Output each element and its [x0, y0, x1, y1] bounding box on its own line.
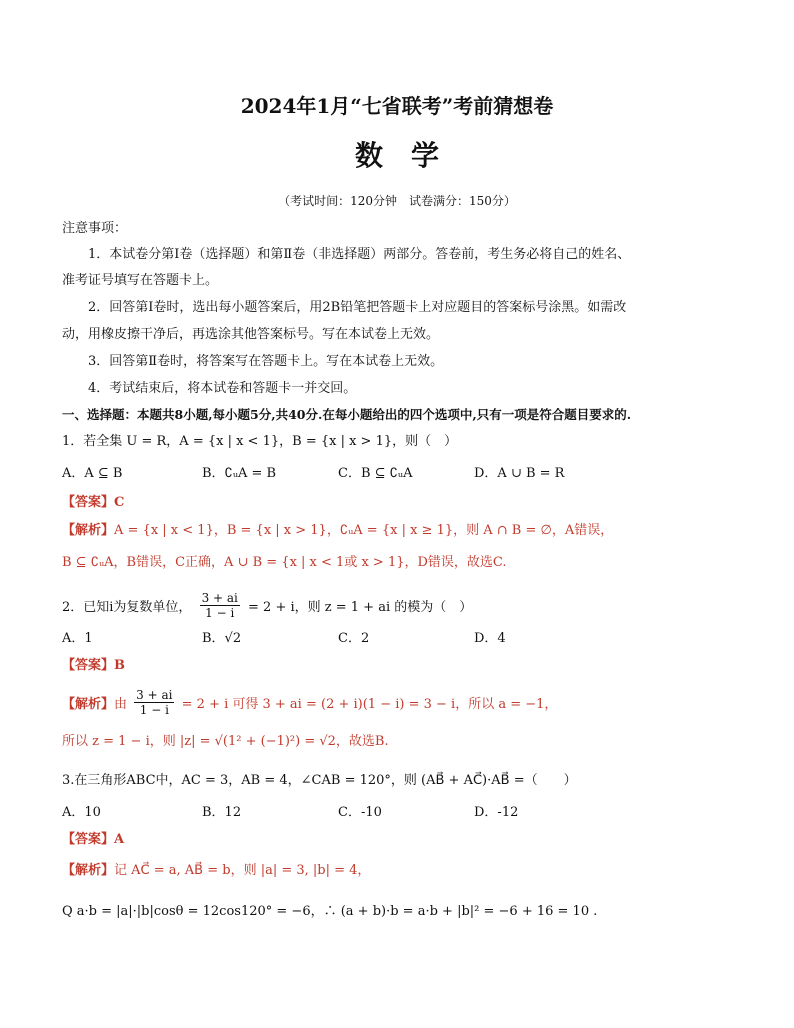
q1-option-d: D．A ∪ B = R: [474, 466, 565, 481]
section-heading: 一、选择题：本题共8小题,每小题5分,共40分.在每小题给出的四个选项中,只有一项是符合题目要求的.: [62, 407, 632, 422]
q1-option-b: B．∁ᵤA = B: [202, 466, 277, 481]
fraction-denominator: 1 − i: [205, 606, 235, 620]
q2-option-c: C．2: [338, 631, 370, 646]
notice-item: 4．考试结束后，将本试卷和答题卡一并交回。: [88, 381, 357, 396]
question-2-stem: [62, 593, 472, 622]
page-title: 2024年1月“七省联考”考前猜想卷: [240, 94, 554, 118]
q2-option-a: A．1: [62, 631, 93, 646]
analysis-tag: 【解析】: [62, 523, 115, 538]
fraction-numerator: 3 + ai: [201, 591, 238, 605]
analysis-text: 记 AC⃗ = a, AB⃗ = b，则 |a| = 3, |b| = 4，: [114, 863, 371, 878]
fraction-denominator: 1 − i: [139, 703, 169, 717]
q3-analysis-line-1: [62, 862, 370, 880]
q1-option-a: A．A ⊆ B: [62, 466, 123, 481]
q1-option-c: C．B ⊆ ∁ᵤA: [338, 466, 413, 481]
exam-meta: （考试时间：120分钟 试卷满分：150分）: [278, 194, 516, 208]
analysis-tag: 【解析】: [62, 863, 115, 878]
answer-value: C: [114, 495, 125, 510]
q2-option-b: B．√2: [202, 631, 242, 646]
notice-heading: 注意事项：: [62, 221, 128, 236]
answer-tag: 【答案】: [62, 658, 115, 673]
q1-analysis-line-1: [62, 522, 613, 540]
answer-tag: 【答案】: [62, 495, 115, 510]
notice-item: 1．本试卷分第Ⅰ卷（选择题）和第Ⅱ卷（非选择题）两部分。答卷前，考生务必将自己的姓名、: [88, 247, 631, 262]
question-1-stem: 1．若全集 U = R，A = {x | x < 1}，B = {x | x > 1}，则（ ）: [62, 434, 458, 449]
notice-item: 动，用橡皮擦干净后，再选涂其他答案标号。写在本试卷上无效。: [62, 327, 440, 342]
fraction: [200, 591, 240, 620]
subject-heading: 数学: [354, 139, 467, 172]
analysis-text: A = {x | x < 1}，B = {x | x > 1}，∁ᵤA = {x | x ≥ 1}，则 A ∩ B = ∅，A错误，: [114, 523, 614, 538]
stem-suffix: = 2 + i，则 z = 1 + ai 的模为（ ）: [248, 600, 473, 615]
q3-option-b: B．12: [202, 805, 242, 820]
q3-analysis-line-2: Q a·b = |a|·|b|cosθ = 12cos120° = −6，∴ (a + b)·b = a·b + |b|² = −6 + 16 = 10 .: [62, 904, 598, 919]
answer-tag: 【答案】: [62, 832, 115, 847]
analysis-tag: 【解析】: [62, 697, 115, 712]
answer-value: A: [114, 832, 125, 847]
notice-item: 3．回答第Ⅱ卷时，将答案写在答题卡上。写在本试卷上无效。: [88, 354, 444, 369]
q1-answer: [62, 494, 124, 512]
notice-item: 2．回答第Ⅰ卷时，选出每小题答案后，用2B铅笔把答题卡上对应题目的答案标号涂黑。如需改: [88, 300, 627, 315]
q3-answer: [62, 831, 124, 849]
fraction: [134, 688, 174, 717]
q3-option-d: D．-12: [474, 805, 519, 820]
q2-answer: [62, 657, 125, 675]
q2-analysis-line-1: [62, 690, 557, 719]
q3-option-a: A．10: [62, 805, 101, 820]
stem-prefix: 2．已知i为复数单位，: [62, 600, 192, 615]
answer-value: B: [114, 658, 126, 673]
analysis-text: = 2 + i 可得 3 + ai = (2 + i)(1 − i) = 3 − i，所以 a = −1，: [181, 697, 558, 712]
q3-option-c: C．-10: [338, 805, 382, 820]
q2-option-d: D．4: [474, 631, 506, 646]
analysis-prefix: 由: [114, 697, 128, 712]
question-3-stem: 3.在三角形ABC中，AC = 3，AB = 4，∠CAB = 120°，则 (AB⃗ + AC⃗)·AB⃗ =（ ）: [62, 773, 577, 788]
notice-item: 准考证号填写在答题卡上。: [62, 273, 219, 288]
q2-analysis-line-2: 所以 z = 1 − i，则 |z| = √(1² + (−1)²) = √2，故选B.: [62, 734, 389, 749]
fraction-numerator: 3 + ai: [136, 688, 173, 702]
q1-analysis-line-2: B ⊆ ∁ᵤA，B错误，C正确，A ∪ B = {x | x < 1或 x > 1}，D错误，故选C.: [62, 555, 507, 570]
